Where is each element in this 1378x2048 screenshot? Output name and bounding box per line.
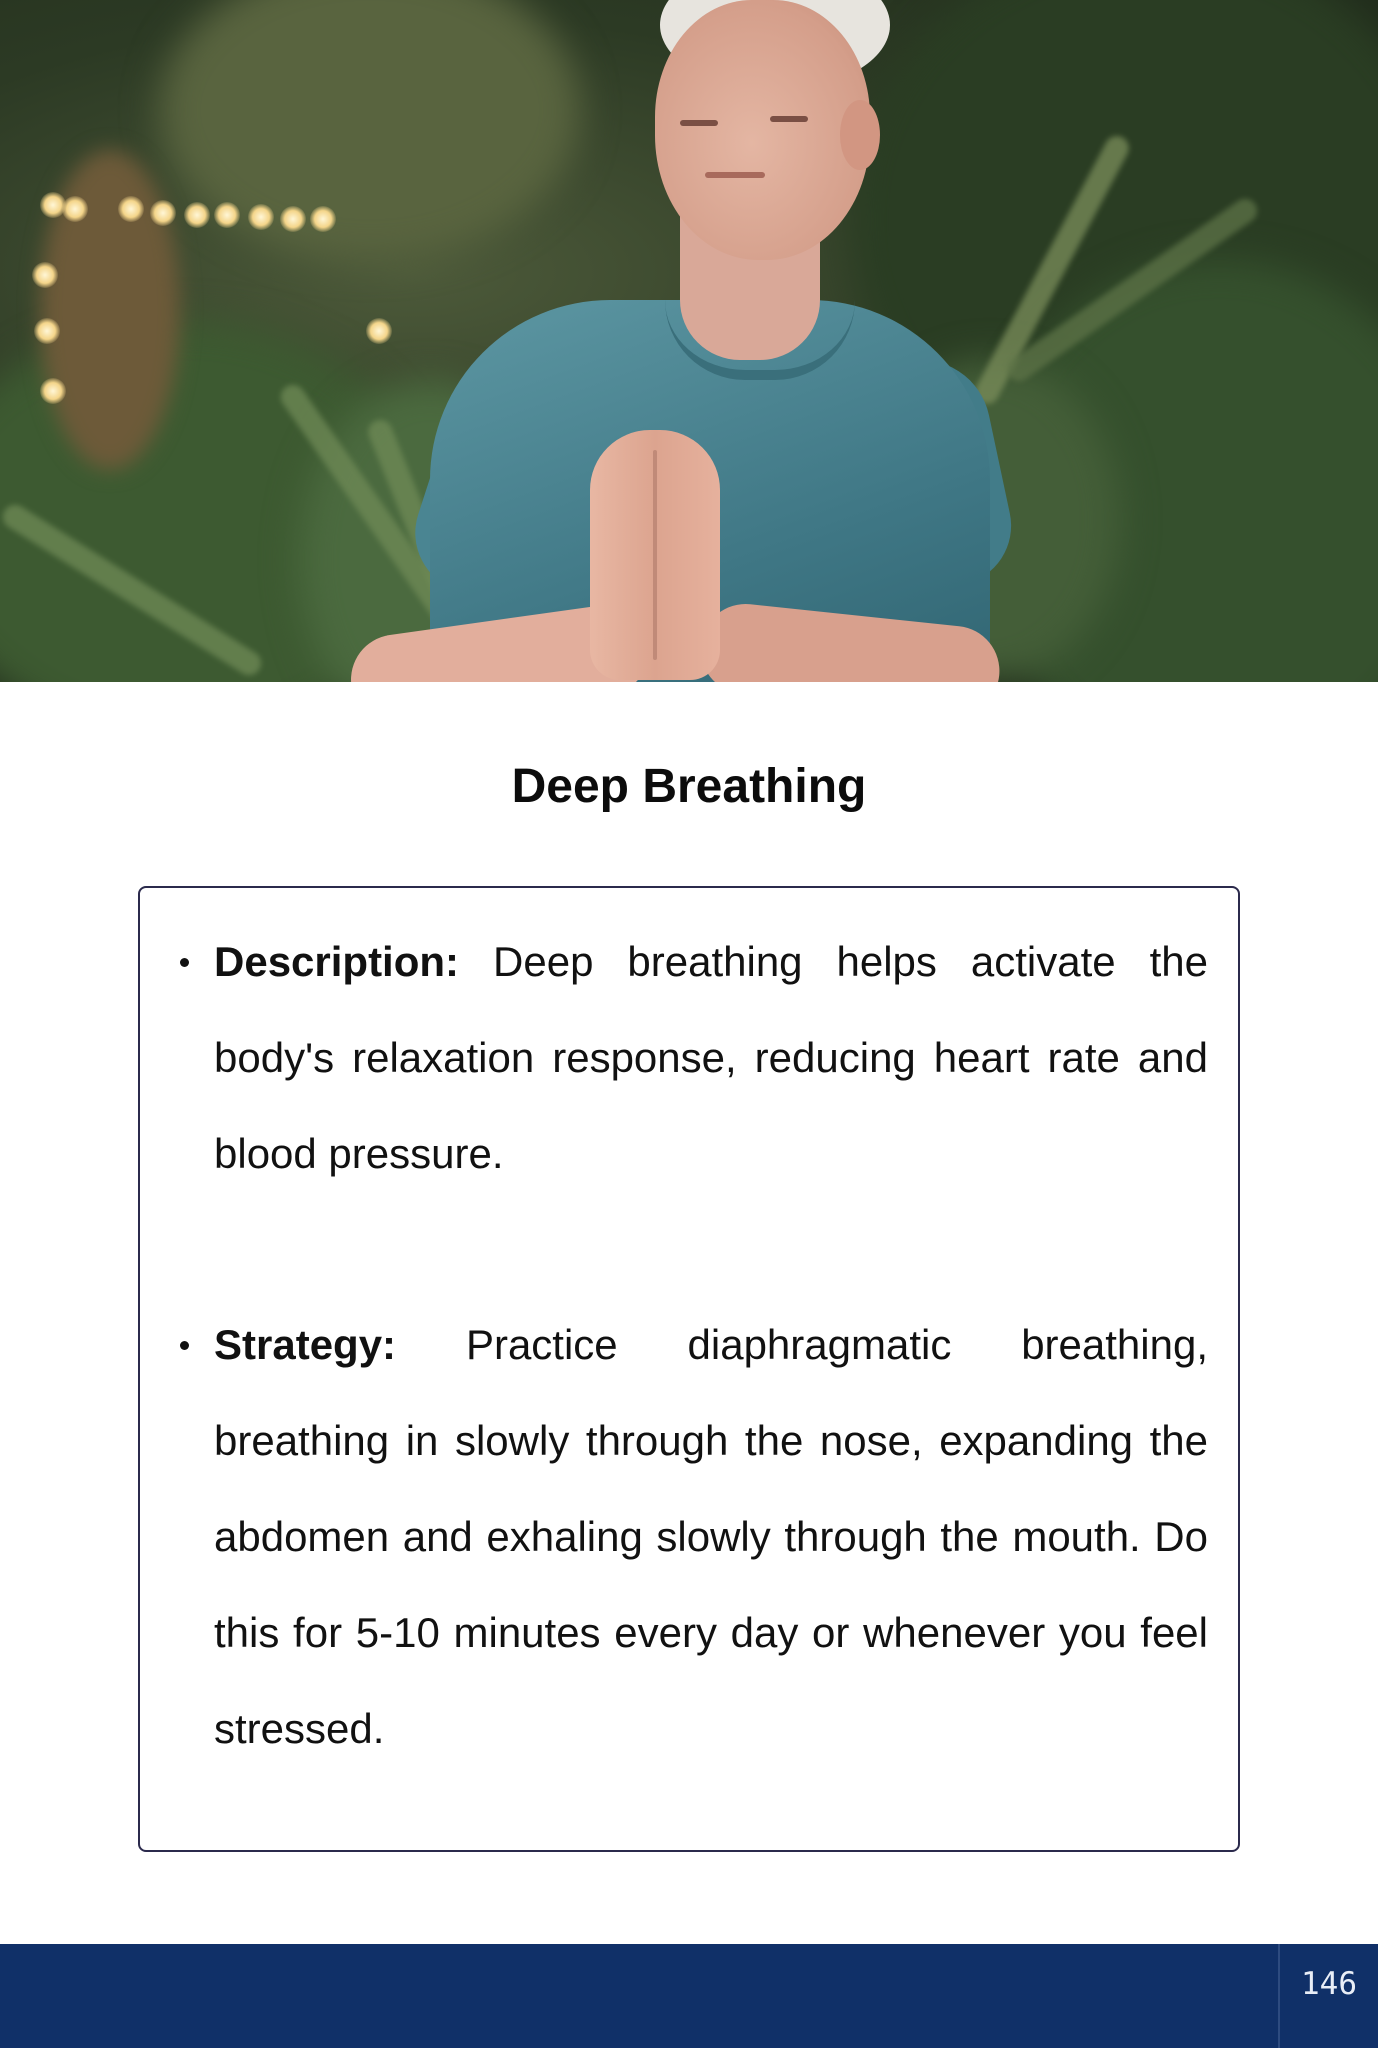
string-light <box>310 206 336 232</box>
string-light <box>280 206 306 232</box>
closed-eye <box>680 120 718 126</box>
mouth <box>705 172 765 178</box>
footer-bar <box>0 1944 1378 2048</box>
string-light <box>184 202 210 228</box>
page-number: 146 <box>1301 1966 1357 2002</box>
list-item-strategy <box>214 1297 1208 1777</box>
string-light <box>32 262 58 288</box>
list-item-description <box>214 914 1208 1202</box>
string-light <box>40 378 66 404</box>
item-text: Deep breathing helps activate the body's relaxation response, reducing heart rate and blood pressure. <box>214 938 1208 1177</box>
info-box <box>138 886 1240 1852</box>
string-light <box>34 318 60 344</box>
string-light <box>248 204 274 230</box>
string-light <box>118 196 144 222</box>
hero-photo <box>0 0 1378 682</box>
item-label: Strategy: <box>214 1321 397 1368</box>
string-light <box>214 202 240 228</box>
closed-eye <box>770 116 808 122</box>
item-text: Practice diaphragmatic breathing, breathing in slowly through the nose, expanding the abdomen and exhaling slowly through the mouth. Do this for 5-10 minutes every day or whenever you feel stressed. <box>214 1321 1208 1752</box>
string-light <box>366 318 392 344</box>
page-title: Deep Breathing <box>511 760 867 813</box>
string-light <box>150 200 176 226</box>
hands-divide <box>653 450 657 660</box>
ear <box>840 100 880 170</box>
head <box>655 0 870 260</box>
item-label: Description: <box>214 938 460 985</box>
string-light <box>62 196 88 222</box>
